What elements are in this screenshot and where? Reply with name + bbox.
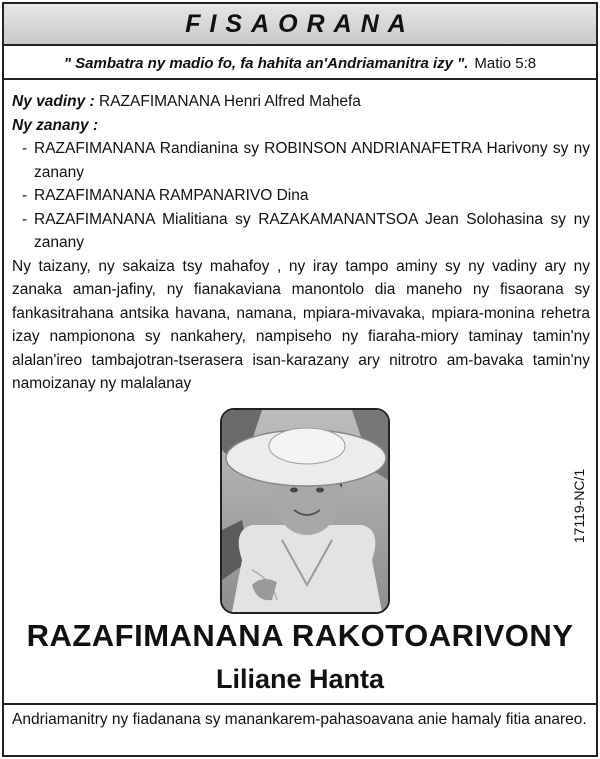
children-label: Ny zanany :: [12, 116, 99, 134]
list-item: [12, 208, 590, 255]
child-entry: RAZAFIMANANA Mialitiana sy RAZAKAMANANTSOA Jean Solohasina sy ny zanany: [34, 210, 590, 251]
list-dash: -: [22, 140, 28, 157]
spouse-name: RAZAFIMANANA Henri Alfred Mahefa: [99, 93, 361, 110]
notice-body: [12, 90, 590, 396]
deceased-surname: RAZAFIMANANA RAKOTOARIVONY: [26, 618, 574, 653]
reference-code: [564, 466, 594, 546]
portrait-photo: [220, 408, 390, 614]
notice-title: FISAORANA: [185, 9, 415, 38]
bible-quote: [4, 48, 596, 80]
quote-text: " Sambatra ny madio fo, fa hahita an'Andriamanitra izy ".: [63, 54, 469, 72]
deceased-given-name: Liliane Hanta: [215, 664, 385, 694]
notice-frame: [2, 2, 598, 757]
list-item: [12, 184, 590, 208]
spouse-label: Ny vadiny :: [12, 93, 95, 110]
header-bar: [4, 4, 596, 46]
quote-reference: Matio 5:8: [474, 54, 537, 72]
list-dash: -: [22, 210, 28, 228]
divider: [4, 703, 596, 705]
spouse-line: [12, 90, 590, 114]
list-dash: -: [22, 187, 28, 204]
closing-blessing: Andriamanitry ny fiadanana sy manankarem-pahasoavana anie hamaly fitia anareo.: [12, 711, 587, 728]
thanks-paragraph: Ny taizany, ny sakaiza tsy mahafoy , ny iray tampo aminy sy ny vadiny ary ny zanaka aman-jafiny, ny fianakaviana manontolo dia maneho ny fisaorana sy fankasitrahana antsika havana, namana, mpiara-mivavaka, mpiara-monina rehetra izay nampionona sy nankahery, nampiseho ny fiaraha-miory taminay tamin'ny alalan'ireo tambajotran-tserasera isan-karazany ary nitrotro am-bavaka tamin'ny namoizanay ny malalanay: [12, 257, 590, 392]
child-entry: RAZAFIMANANA Randianina sy ROBINSON ANDRIANAFETRA Harivony sy ny zanany: [34, 140, 590, 181]
list-item: [12, 137, 590, 184]
reference-code-text: 17119-NC/1: [571, 468, 587, 544]
child-entry: RAZAFIMANANA RAMPANARIVO Dina: [34, 187, 309, 204]
